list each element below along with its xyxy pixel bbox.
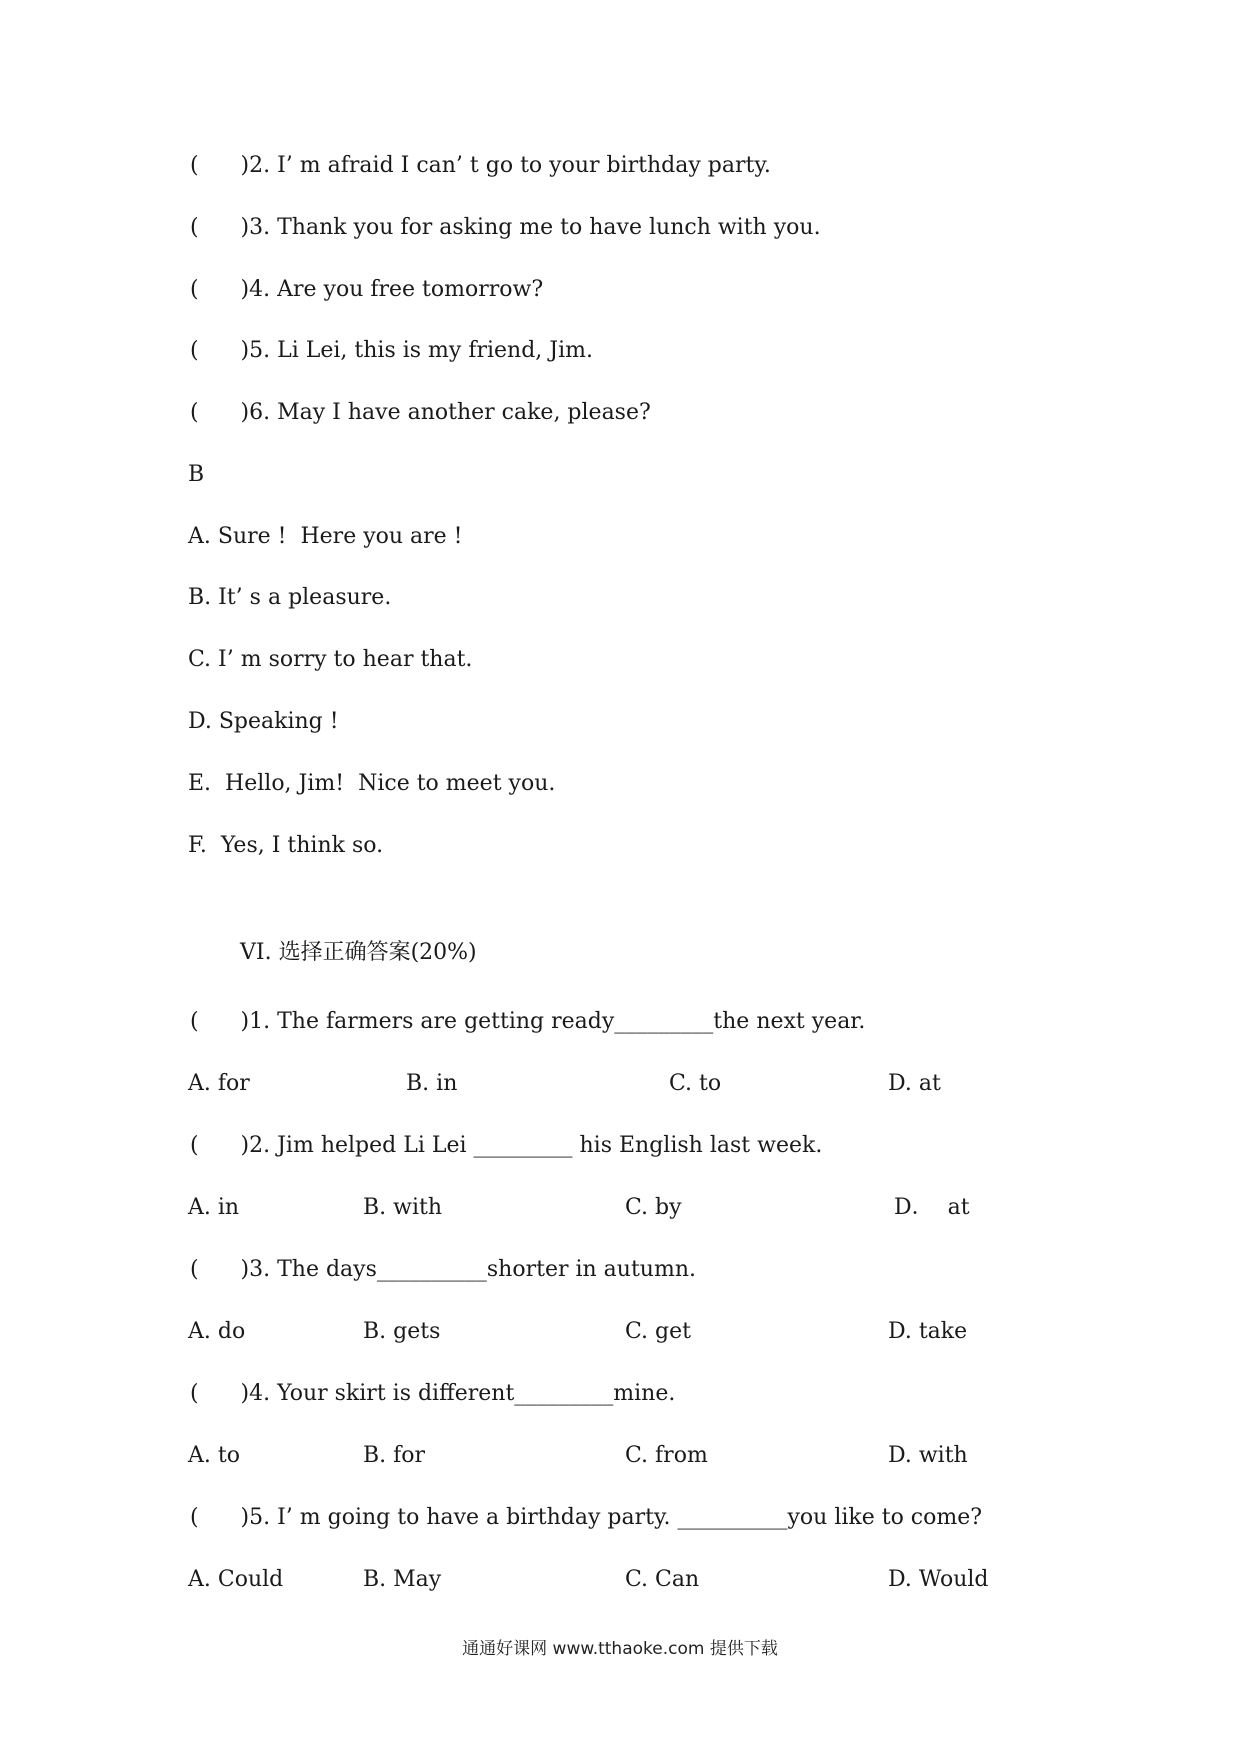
question-1-option-b: B. in: [406, 1071, 458, 1096]
part-b-option-e: E. Hello, Jim! Nice to meet you.: [188, 771, 556, 796]
question-1-option-d: D. at: [888, 1071, 941, 1096]
part-b-label: B: [188, 462, 205, 487]
question-4: ( )4. Your skirt is different_________mine.: [190, 1381, 676, 1406]
question-2-option-d: D． at: [894, 1195, 970, 1220]
question-5-option-d: D. Would: [888, 1567, 989, 1592]
question-1-option-c: C. to: [669, 1071, 722, 1096]
question-5-option-b: B. May: [363, 1567, 442, 1592]
part-a-item-4: ( )4. Are you free tomorrow?: [190, 277, 544, 302]
question-2-option-a: A. in: [188, 1195, 240, 1220]
question-5: ( )5. I’ m going to have a birthday party. __________you like to come?: [190, 1505, 983, 1530]
part-b-option-b: B. It’ s a pleasure.: [188, 585, 392, 610]
question-4-option-c: C. from: [625, 1443, 708, 1468]
question-3-option-b: B. gets: [363, 1319, 441, 1344]
question-2-option-c: C. by: [625, 1195, 682, 1220]
part-a-item-6: ( )6. May I have another cake, please?: [190, 400, 651, 425]
part-b-option-a: A. Sure ! Here you are !: [188, 524, 463, 549]
question-3: ( )3. The days__________shorter in autumn.: [190, 1257, 696, 1282]
question-2-option-b: B. with: [363, 1195, 443, 1220]
question-5-option-c: C. Can: [625, 1567, 700, 1592]
question-3-option-c: C. get: [625, 1319, 691, 1344]
question-4-option-a: A. to: [188, 1443, 240, 1468]
part-a-item-2: ( )2. I’ m afraid I can’ t go to your birthday party.: [190, 153, 771, 178]
part-a-item-3: ( )3. Thank you for asking me to have lunch with you.: [190, 215, 821, 240]
part-b-option-c: C. I’ m sorry to hear that.: [188, 647, 473, 672]
part-b-option-d: D. Speaking !: [188, 709, 339, 734]
question-1-option-a: A. for: [188, 1071, 250, 1096]
question-4-option-d: D. with: [888, 1443, 968, 1468]
question-5-option-a: A. Could: [188, 1567, 284, 1592]
question-3-option-d: D. take: [888, 1319, 968, 1344]
question-4-option-b: B. for: [363, 1443, 426, 1468]
part-b-option-f: F. Yes, I think so.: [188, 833, 384, 858]
footer-credit: 通通好课网 www.tthaoke.com 提供下载: [462, 1639, 778, 1659]
question-3-option-a: A. do: [188, 1319, 246, 1344]
question-1: ( )1. The farmers are getting ready_________the next year.: [190, 1009, 866, 1034]
part-a-item-5: ( )5. Li Lei, this is my friend, Jim.: [190, 338, 593, 363]
question-2: ( )2. Jim helped Li Lei _________ his English last week.: [190, 1133, 823, 1158]
section-heading: VI. 选择正确答案(20%): [240, 940, 477, 965]
